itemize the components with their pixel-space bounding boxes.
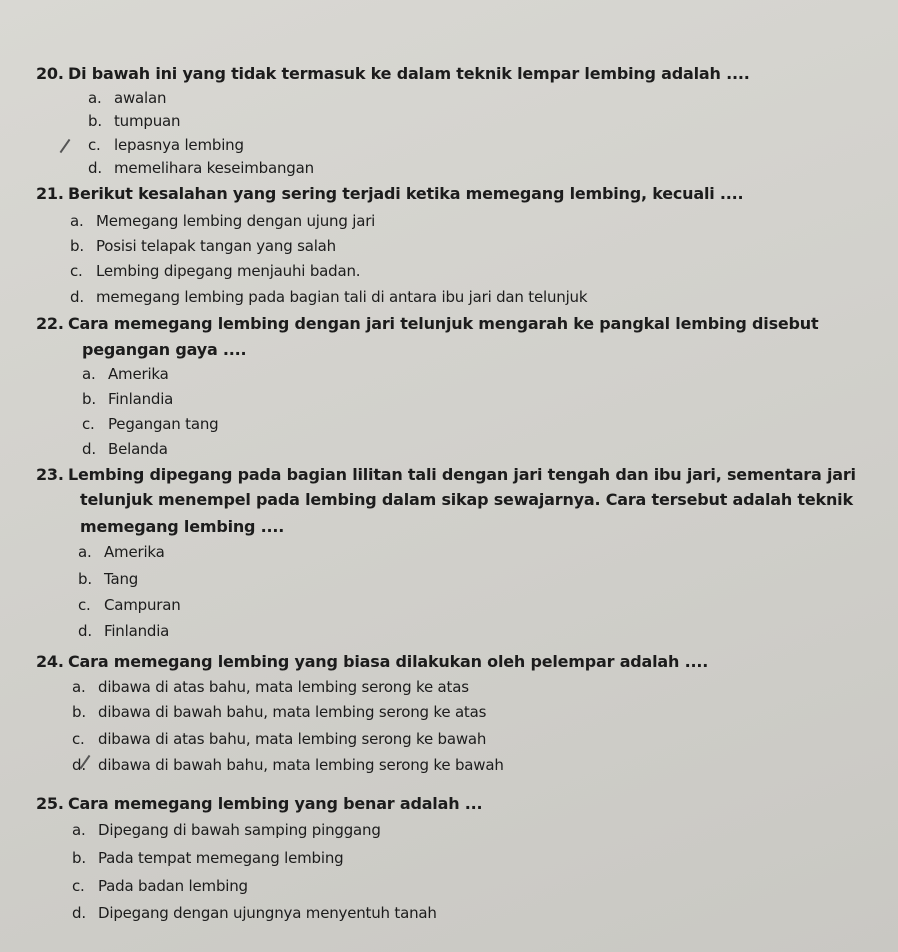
option-letter: b. (78, 570, 92, 588)
option-letter: a. (72, 678, 86, 696)
option-letter: c. (82, 415, 95, 433)
option-23d (78, 622, 169, 640)
option-text: Campuran (104, 596, 181, 614)
question-stem-continued: memegang lembing .... (80, 517, 285, 536)
option-text: Amerika (104, 543, 165, 561)
option-text: Posisi telapak tangan yang salah (96, 237, 336, 255)
option-text: dibawa di bawah bahu, mata lembing serong ke bawah (98, 756, 504, 774)
option-text: dibawa di atas bahu, mata lembing serong ke bawah (98, 730, 487, 748)
option-letter: a. (70, 212, 84, 230)
option-20d (88, 159, 314, 177)
option-22a (82, 365, 169, 383)
option-text: Memegang lembing dengan ujung jari (96, 212, 376, 230)
option-22b (82, 390, 173, 408)
option-text: Lembing dipegang menjauhi badan. (96, 262, 361, 280)
question-stem: Di bawah ini yang tidak termasuk ke dalam teknik lempar lembing adalah .... (68, 64, 750, 83)
question-stem: Cara memegang lembing dengan jari telunjuk mengarah ke pangkal lembing disebut (68, 314, 819, 333)
option-25d (72, 904, 437, 922)
option-text: Belanda (108, 440, 168, 458)
option-23c (78, 596, 181, 614)
option-letter: b. (70, 237, 84, 255)
option-letter: b. (72, 703, 86, 721)
option-20b (88, 112, 180, 130)
option-text: Dipegang dengan ujungnya menyentuh tanah (98, 904, 437, 922)
option-text: Dipegang di bawah samping pinggang (98, 821, 381, 839)
question-20 (36, 64, 750, 83)
option-text: Pegangan tang (108, 415, 219, 433)
option-text: Finlandia (108, 390, 174, 408)
question-number: 22. (36, 314, 64, 333)
option-24c (72, 730, 486, 748)
option-20c (88, 136, 244, 154)
option-letter: a. (72, 821, 86, 839)
question-number: 25. (36, 794, 64, 813)
question-number: 24. (36, 652, 64, 671)
option-letter: c. (72, 877, 85, 895)
pencil-check-mark (60, 139, 71, 153)
option-letter: b. (88, 112, 102, 130)
option-letter: b. (72, 849, 86, 867)
option-text: tumpuan (114, 112, 181, 130)
option-letter: d. (82, 440, 96, 458)
question-stem-continued: pegangan gaya .... (82, 340, 247, 359)
option-letter: d. (70, 288, 84, 306)
option-letter: c. (88, 136, 101, 154)
question-22 (36, 314, 818, 333)
option-21c (70, 262, 360, 280)
option-text: dibawa di bawah bahu, mata lembing serong ke atas (98, 703, 487, 721)
option-21d (70, 288, 587, 306)
question-number: 23. (36, 465, 64, 484)
question-stem: Cara memegang lembing yang biasa dilakukan oleh pelempar adalah .... (68, 652, 709, 671)
option-25b (72, 849, 343, 867)
option-24d (72, 756, 504, 774)
question-23 (36, 465, 856, 484)
option-22c (82, 415, 218, 433)
option-text: Pada tempat memegang lembing (98, 849, 344, 867)
option-23b (78, 570, 138, 588)
option-letter: b. (82, 390, 96, 408)
option-25a (72, 821, 381, 839)
option-letter: d. (72, 904, 86, 922)
question-25 (36, 794, 482, 813)
option-text: memegang lembing pada bagian tali di antara ibu jari dan telunjuk (96, 288, 588, 306)
question-stem: Cara memegang lembing yang benar adalah ... (68, 794, 483, 813)
option-letter: c. (72, 730, 85, 748)
option-letter: d. (88, 159, 102, 177)
question-stem: Lembing dipegang pada bagian lilitan tali dengan jari tengah dan ibu jari, sementara jari (68, 465, 856, 484)
option-22d (82, 440, 168, 458)
option-23a (78, 543, 165, 561)
option-21a (70, 212, 375, 230)
question-number: 20. (36, 64, 64, 83)
option-24b (72, 703, 486, 721)
option-text: Pada badan lembing (98, 877, 248, 895)
question-stem: Berikut kesalahan yang sering terjadi ketika memegang lembing, kecuali .... (68, 184, 744, 203)
option-letter: d. (78, 622, 92, 640)
option-20a (88, 89, 166, 107)
option-21b (70, 237, 336, 255)
question-number: 21. (36, 184, 64, 203)
option-25c (72, 877, 248, 895)
option-24a (72, 678, 469, 696)
question-stem-continued: telunjuk menempel pada lembing dalam sikap sewajarnya. Cara tersebut adalah teknik (80, 490, 853, 509)
option-text: Tang (104, 570, 139, 588)
question-21 (36, 184, 743, 203)
question-24 (36, 652, 708, 671)
option-letter: a. (82, 365, 96, 383)
option-text: dibawa di atas bahu, mata lembing serong ke atas (98, 678, 469, 696)
option-letter: c. (78, 596, 91, 614)
option-text: memelihara keseimbangan (114, 159, 314, 177)
option-letter: d. (72, 756, 86, 774)
option-letter: a. (88, 89, 102, 107)
option-letter: a. (78, 543, 92, 561)
option-text: Amerika (108, 365, 169, 383)
option-text: lepasnya lembing (114, 136, 244, 154)
option-text: Finlandia (104, 622, 170, 640)
option-letter: c. (70, 262, 83, 280)
option-text: awalan (114, 89, 167, 107)
